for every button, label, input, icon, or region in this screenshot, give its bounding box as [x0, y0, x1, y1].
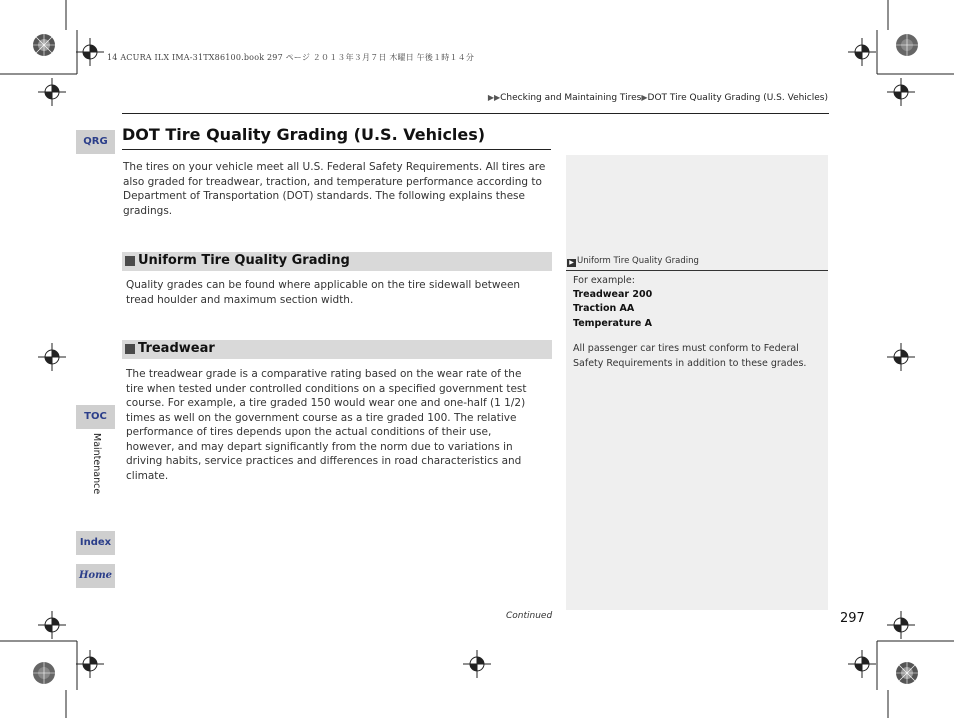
treadwear-body: The treadwear grade is a comparative rating based on the wear rate of the tire when tested under controlled conditions on a specified government test course. For example, a tire graded 150 would wear one and one-half (1 1/2) times as well on the government course as a tire graded 100. The relative performance of tires depends upon the actual conditions of their use, however, and may depart significantly from the norm due to variations in driving habits, service practices and differences in road characteristics and climate.	[126, 368, 527, 482]
toc-button[interactable]: TOC	[76, 405, 115, 429]
uniform-body: Quality grades can be found where applicable on the tire sidewall between tread houlder and maximum section width.	[126, 279, 521, 306]
sidebar-note-header[interactable]	[566, 255, 828, 271]
sidebar-example-temperature	[573, 317, 823, 332]
sidebar-safety-note: All passenger car tires must conform to Federal Safety Requirements in addition to these grades.	[573, 343, 807, 369]
example-temperature-value: Temperature A	[573, 318, 652, 329]
sidebar-example-treadwear	[573, 288, 823, 303]
page-title: DOT Tire Quality Grading (U.S. Vehicles)	[122, 125, 486, 144]
breadcrumb-item-checking-tires[interactable]: Checking and Maintaining Tires	[500, 93, 642, 103]
qrg-button[interactable]: QRG	[76, 130, 115, 154]
section-square-icon	[125, 256, 135, 266]
section-square-icon	[125, 344, 135, 354]
section-header-uniform	[122, 252, 552, 271]
sidebar-note-heading: Uniform Tire Quality Grading	[577, 256, 699, 266]
section-header-treadwear	[122, 340, 552, 359]
page-number: 297	[840, 611, 865, 626]
intro-paragraph: The tires on your vehicle meet all U.S. Federal Safety Requirements. All tires are also graded for treadwear, traction, and temperature performance according to Department of Transportation (DOT) standards. The following explains these gradings.	[123, 161, 546, 217]
example-treadwear-value: Treadwear 200	[573, 289, 653, 300]
sidebar-example-traction	[573, 302, 823, 317]
reference-arrow-icon: ▶	[567, 259, 576, 267]
notes-sidebar	[566, 155, 828, 610]
section-heading-treadwear: Treadwear	[138, 341, 215, 356]
home-button[interactable]: Home	[76, 564, 115, 588]
section-side-label	[86, 433, 106, 503]
index-button[interactable]: Index	[76, 531, 115, 555]
continued-label: Continued	[506, 611, 553, 621]
title-rule	[122, 149, 551, 150]
sidebar-example-label: For example:	[573, 275, 635, 286]
section-heading-uniform: Uniform Tire Quality Grading	[138, 253, 350, 268]
header-rule	[122, 113, 829, 114]
breadcrumb-arrows: ▶▶	[487, 93, 501, 102]
print-info-line: 14 ACURA ILX IMA-31TX86100.book 297 ページ ２０１３年３月７日 木曜日 午後１時１４分	[107, 53, 475, 62]
breadcrumb-item-dot-grading: DOT Tire Quality Grading (U.S. Vehicles)	[647, 93, 828, 103]
breadcrumb	[488, 93, 828, 103]
breadcrumb-separator: ▶	[641, 93, 648, 102]
example-traction-value: Traction AA	[573, 303, 635, 314]
maintenance-label: Maintenance	[91, 433, 102, 495]
